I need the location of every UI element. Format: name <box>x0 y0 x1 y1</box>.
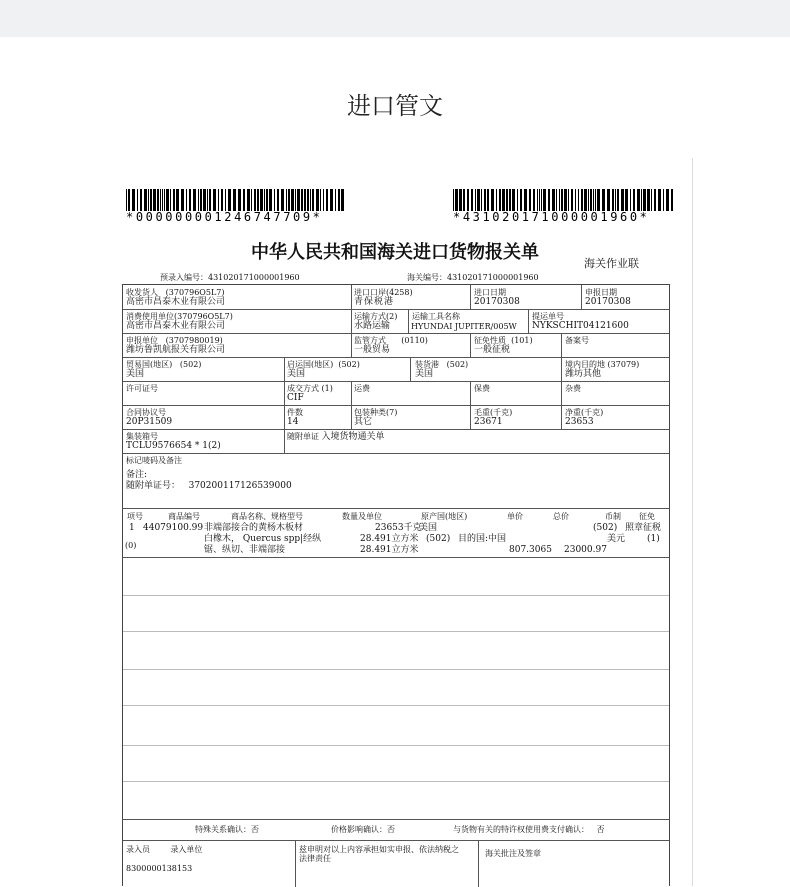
barcode-bar <box>251 189 252 211</box>
barcode-bar <box>512 189 515 211</box>
royalty-confirm: 与货物有关的特许权使用费支付确认： 否 <box>453 825 605 834</box>
barcode-bar <box>506 189 508 211</box>
barcode-bar <box>218 189 219 211</box>
barcode-bar <box>502 189 505 211</box>
barcode-bar <box>228 189 231 211</box>
goods-header-currency: 币制 <box>605 512 621 521</box>
origin-country-label: 启运国(地区) (502) <box>287 360 360 369</box>
barcode-right <box>453 189 673 211</box>
transport-mode-label: 运输方式(2) <box>354 312 398 321</box>
barcode-bar <box>517 189 518 211</box>
price-influence: 价格影响确认：否 <box>331 825 395 834</box>
goods-header-code: 商品编号 <box>168 512 200 521</box>
trade-country-label: 贸易国(地区) (502) <box>126 360 202 369</box>
barcode-bar <box>590 189 592 211</box>
origin-country: 美国 <box>287 369 306 379</box>
copy-label: 海关作业联 <box>584 257 639 270</box>
entry-port-name: 青保税港 <box>354 297 395 307</box>
goods-row-line <box>123 669 669 670</box>
barcode-bar <box>295 189 296 211</box>
barcode-bar <box>647 189 650 211</box>
levy: 一般征税 <box>474 345 511 355</box>
container-no: TCLU9576654 * 1(2) <box>126 441 221 451</box>
barcode-bar <box>643 189 646 211</box>
goods-header-levy: 征免 <box>639 512 655 521</box>
barcode-left <box>126 189 346 211</box>
goods-item-no: 1 <box>129 523 135 533</box>
consignee-name: 高密市昌泰木业有限公司 <box>126 297 226 307</box>
barcode-bar <box>233 189 236 211</box>
barcode-bar <box>477 189 480 211</box>
barcode-bar <box>157 189 159 211</box>
barcode-bar <box>543 189 546 211</box>
barcode-bar <box>552 189 555 211</box>
barcode-bar <box>277 189 279 211</box>
barcode-right-text: *431020171000001960* <box>453 210 650 224</box>
goods-item-levy-code: (1) <box>647 534 660 544</box>
remark-label: 备注: <box>126 470 148 480</box>
consumer-label: 消费使用单位(370796O5L7) <box>126 312 233 321</box>
barcode-bar <box>186 189 187 211</box>
barcode-bar <box>633 189 635 211</box>
barcode-bar <box>326 189 328 211</box>
entry-no: 8300000138153 <box>126 864 193 873</box>
goods-header-name: 商品名称、规格型号 <box>231 512 303 521</box>
entry-person: 录入员 录入单位 <box>126 845 203 854</box>
barcode-bar <box>238 189 241 211</box>
barcode-bar <box>310 189 311 211</box>
contract-label: 合同协议号 <box>126 408 166 417</box>
barcode-bar <box>264 189 265 211</box>
goods-item-qty-3: 28.491立方米 <box>360 545 419 555</box>
pieces-label: 件数 <box>287 408 303 417</box>
barcode-bar <box>564 189 567 211</box>
barcode-bar <box>496 189 497 211</box>
declaration-form <box>122 284 670 886</box>
barcode-bar <box>571 189 573 211</box>
barcode-bar <box>499 189 501 211</box>
package-label: 包装种类(7) <box>354 408 398 417</box>
goods-item-name-1: 非端部接合的黄杨木板材 <box>204 523 304 533</box>
barcode-bar <box>666 189 669 211</box>
barcode-bar <box>166 189 169 211</box>
barcode-bar <box>602 189 605 211</box>
barcode-bar <box>301 189 303 211</box>
barcode-bar <box>484 189 486 211</box>
goods-row-line <box>123 781 669 782</box>
barcode-bar <box>630 189 631 211</box>
deal-mode-label: 成交方式 (1) <box>287 384 333 393</box>
barcode-bar <box>641 189 642 211</box>
barcode-bar <box>243 189 245 211</box>
goods-item-price: 807.3065 <box>509 545 552 555</box>
goods-header-origin: 原产国(地区) <box>421 512 468 521</box>
declare-date: 20170308 <box>585 297 631 307</box>
misc-label: 杂费 <box>565 384 581 393</box>
goods-item-total: 23000.97 <box>564 545 607 555</box>
barcode-bar <box>520 189 522 211</box>
barcode-bar <box>148 189 149 211</box>
barcode-bar <box>170 189 171 211</box>
pre-entry-number: 预录入编号：431020171000001960 <box>160 273 300 282</box>
barcode-bar <box>671 189 673 211</box>
levy-label: 征免性质 (101) <box>474 336 533 345</box>
barcode-bar <box>225 189 226 211</box>
barcode-bar <box>128 189 130 211</box>
barcode-bar <box>137 189 138 211</box>
barcode-bar <box>578 189 579 211</box>
goods-item-code: 44079100.99 <box>143 523 204 533</box>
barcode-bar <box>257 189 259 211</box>
supervision: 一般贸易 <box>354 345 391 355</box>
barcode-bar <box>575 189 576 211</box>
barcode-bar <box>260 189 263 211</box>
barcode-bar <box>617 189 619 211</box>
barcode-bar <box>654 189 656 211</box>
barcode-bar <box>200 189 202 211</box>
barcode-bar <box>153 189 156 211</box>
barcode-bar <box>193 189 196 211</box>
attach-doc: 随附单证 入境货物通关单 <box>287 432 385 442</box>
barcode-bar <box>607 189 610 211</box>
goods-header-item-no: 项号 <box>127 512 143 521</box>
supervision-label: 监管方式 (0110) <box>354 336 428 345</box>
barcode-bar <box>559 189 560 211</box>
barcode-bar <box>213 189 216 211</box>
barcode-bar <box>621 189 624 211</box>
goods-item-currency-code: (502) <box>593 523 618 533</box>
barcode-bar <box>330 189 333 211</box>
barcode-bar <box>658 189 661 211</box>
customs-note: 海关批注及签章 <box>485 849 541 858</box>
barcode-bar <box>529 189 531 211</box>
barcode-bar <box>297 189 300 211</box>
barcode-bar <box>304 189 306 211</box>
barcode-bar <box>487 189 489 211</box>
barcode-bar <box>615 189 616 211</box>
barcode-bar <box>588 189 589 211</box>
goods-header-qty: 数量及单位 <box>342 512 382 521</box>
barcode-bar <box>176 189 179 211</box>
consumer-name: 高密市昌泰木业有限公司 <box>126 321 226 331</box>
page-title: 进口管文 <box>347 92 443 120</box>
port: 美国 <box>415 369 434 379</box>
barcode-bar <box>164 189 165 211</box>
goods-row-line <box>123 745 669 746</box>
barcode-bar <box>475 189 476 211</box>
special-relation: 特殊关系确认：否 <box>195 825 259 834</box>
barcode-bar <box>597 189 600 211</box>
barcode-bar <box>539 189 540 211</box>
bill-no-label: 提运单号 <box>532 312 564 321</box>
barcode-bar <box>509 189 511 211</box>
barcode-bar <box>140 189 142 211</box>
barcode-bar <box>338 189 340 211</box>
pieces: 14 <box>287 417 299 427</box>
barcode-bar <box>173 189 175 211</box>
barcode-bar <box>537 189 538 211</box>
goods-row-line <box>123 705 669 706</box>
barcode-bar <box>181 189 184 211</box>
barcode-bar <box>291 189 294 211</box>
barcode-bar <box>341 189 344 211</box>
goods-header-total: 总价 <box>553 512 569 521</box>
goods-item-left-mark: (0) <box>125 541 137 550</box>
barcode-bar <box>663 189 664 211</box>
barcode-bar <box>471 189 473 211</box>
net-weight: 23653 <box>565 417 594 427</box>
goods-item-name-3: 锯、纵切、非端部接 <box>204 545 286 555</box>
barcode-bar <box>556 189 557 211</box>
barcode-bar <box>533 189 535 211</box>
insurance-label: 保费 <box>474 384 490 393</box>
barcode-bar <box>320 189 321 211</box>
customs-number: 海关编号：431020171000001960 <box>407 273 539 282</box>
barcode-bar <box>162 189 163 211</box>
barcode-bar <box>453 189 454 211</box>
declare-date-label: 申报日期 <box>585 288 617 297</box>
goods-item-currency: 美元 <box>607 534 626 544</box>
goods-item-dest-code: (502) <box>426 534 451 544</box>
barcode-bar <box>335 189 336 211</box>
barcode-bar <box>312 189 314 211</box>
barcode-bar <box>286 189 287 211</box>
barcode-bar <box>651 189 652 211</box>
goods-row-line <box>123 631 669 632</box>
consignee-label: 收发货人 (370796O5L7) <box>126 288 225 297</box>
barcode-bar <box>150 189 152 211</box>
bill-no: NYKSCHIT04121600 <box>532 321 629 331</box>
goods-item-qty-2: 28.491立方米 <box>360 534 419 544</box>
goods-item-origin: 美国 <box>419 523 438 533</box>
barcode-bar <box>481 189 482 211</box>
declaration-title: 中华人民共和国海关进口货物报关单 <box>251 242 539 263</box>
barcode-bar <box>207 189 208 211</box>
barcode-bar <box>568 189 569 211</box>
freight-label: 运费 <box>354 384 370 393</box>
barcode-bar <box>274 189 275 211</box>
license-label: 许可证号 <box>126 384 158 393</box>
barcode-bar <box>254 189 256 211</box>
barcode-bar <box>189 189 191 211</box>
statement-2: 法律责任 <box>299 854 331 863</box>
barcode-bar <box>463 189 465 211</box>
transport-tool-label: 运输工具名称 <box>412 312 460 321</box>
barcode-bar <box>203 189 206 211</box>
barcode-bar <box>269 189 272 211</box>
barcode-bar <box>316 189 319 211</box>
barcode-bar <box>491 189 494 211</box>
import-date-label: 进口日期 <box>474 288 506 297</box>
goods-item-name-2: 白橡木， Quercus spp|经纵 <box>204 534 322 544</box>
contract-no: 20P31509 <box>126 417 173 427</box>
barcode-bar <box>612 189 614 211</box>
declarant-name: 潍坊鲁凯航报关有限公司 <box>126 345 226 355</box>
barcode-bar <box>455 189 458 211</box>
barcode-bar <box>307 189 309 211</box>
declarant-label: 申报单位 (3707980019) <box>126 336 223 345</box>
barcode-bar <box>323 189 324 211</box>
goods-item-dest: 目的国:中国 <box>458 534 507 544</box>
goods-item-qty-1: 23653千克 <box>375 523 422 533</box>
barcode-bar <box>132 189 135 211</box>
barcode-bar <box>548 189 550 211</box>
barcode-bar <box>581 189 583 211</box>
net-label: 净重(千克) <box>565 408 604 417</box>
barcode-bar <box>593 189 594 211</box>
import-date: 20170308 <box>474 297 520 307</box>
destination: 潍坊其他 <box>565 369 602 379</box>
goods-item-levy: 照章征税 <box>625 523 662 533</box>
transport-mode: 水路运输 <box>354 321 391 331</box>
barcode-bar <box>144 189 147 211</box>
goods-row-line <box>123 595 669 596</box>
gross-weight: 23671 <box>474 417 503 427</box>
barcode-bar <box>126 189 127 211</box>
barcode-bar <box>561 189 563 211</box>
entry-port-label: 进口口岸(4258) <box>354 288 413 297</box>
barcode-bar <box>221 189 223 211</box>
barcode-bar <box>281 189 284 211</box>
deal-mode: CIF <box>287 393 304 403</box>
barcode-bar <box>595 189 596 211</box>
barcode-left-text: *000000001246747709* <box>126 210 323 224</box>
barcode-bar <box>524 189 527 211</box>
barcode-bar <box>288 189 290 211</box>
goods-header-price: 单价 <box>507 512 523 521</box>
page-divider <box>692 158 693 886</box>
barcode-bar <box>625 189 628 211</box>
barcode-bar <box>637 189 640 211</box>
destination-label: 境内目的地 (37079) <box>565 360 640 369</box>
top-bar <box>0 0 790 37</box>
marks-label: 标记唛码及备注 <box>126 456 182 465</box>
package: 其它 <box>354 417 373 427</box>
port-label: 装货港 (502) <box>415 360 469 369</box>
barcode-bar <box>198 189 199 211</box>
container-label: 集装箱号 <box>126 432 158 441</box>
record-label: 备案号 <box>565 336 589 345</box>
barcode-bar <box>541 189 542 211</box>
barcode-bar <box>160 189 161 211</box>
barcode-bar <box>209 189 211 211</box>
gross-label: 毛重(千克) <box>474 408 513 417</box>
barcode-bar <box>247 189 250 211</box>
statement: 兹申明对以上内容承担如实申报、依法纳税之 <box>299 845 459 854</box>
trade-country: 美国 <box>126 369 145 379</box>
barcode-bar <box>467 189 469 211</box>
transport-tool: HYUNDAI JUPITER/005W <box>411 322 517 331</box>
attach-doc-number: 随附单证号： 370200117126539000 <box>126 481 292 491</box>
barcode-bar <box>266 189 268 211</box>
barcode-bar <box>584 189 587 211</box>
barcode-bar <box>459 189 462 211</box>
